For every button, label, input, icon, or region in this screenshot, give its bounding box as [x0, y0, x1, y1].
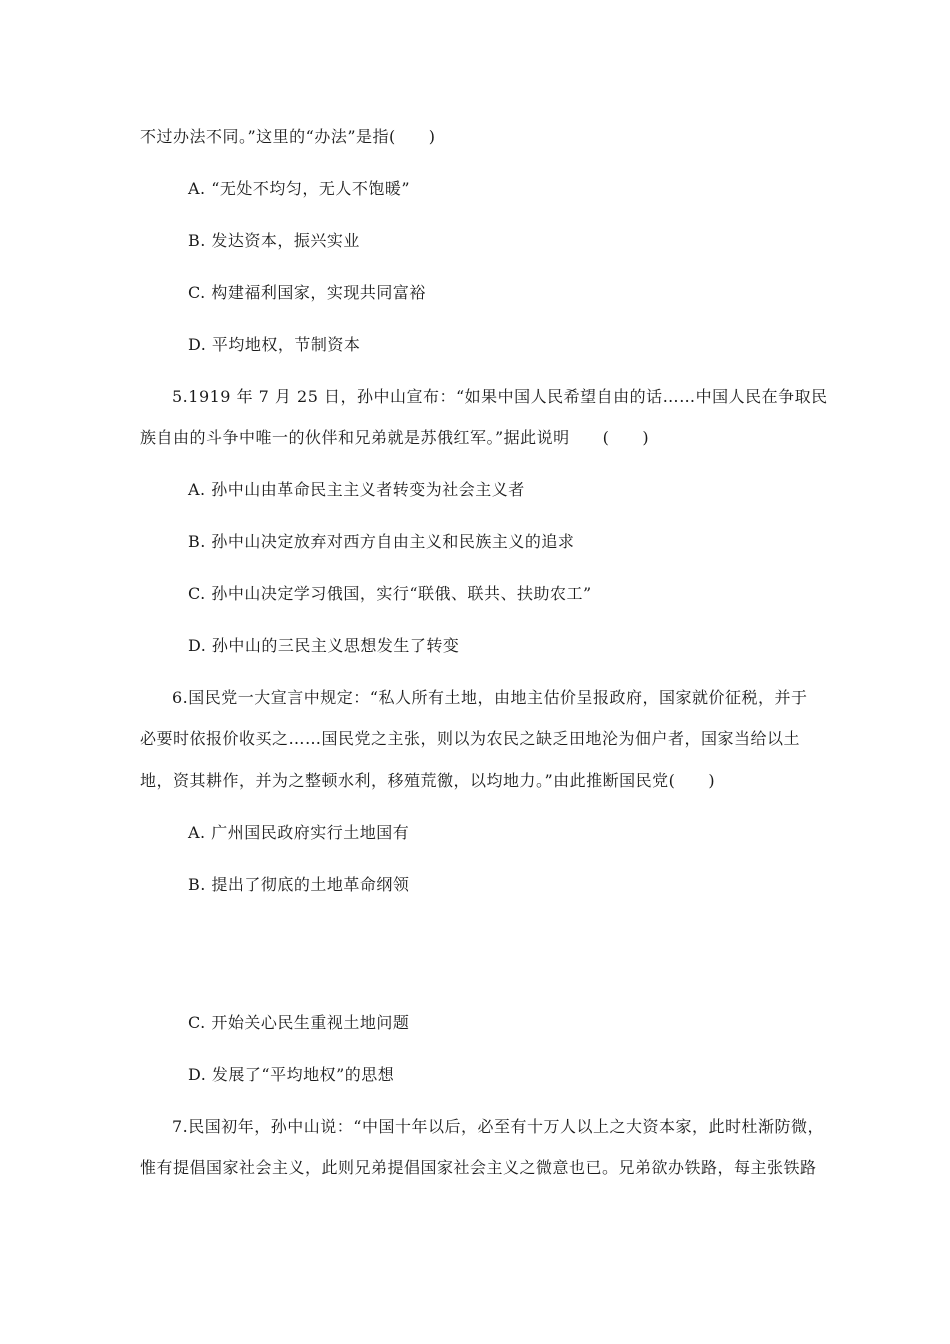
q5-option-d: D. 孙中山的三民主义思想发生了转变 — [188, 636, 460, 655]
q5-stem-line-1: 5.1919 年 7 月 25 日，孙中山宣布：“如果中国人民希望自由的话……中国人民在争取民 — [172, 387, 828, 406]
q6-option-d: D. 发展了“平均地权”的思想 — [188, 1065, 395, 1084]
q4-stem-tail: 不过办法不同。”这里的“办法”是指( ) — [140, 127, 436, 146]
q5-option-a: A. 孙中山由革命民主主义者转变为社会主义者 — [188, 480, 525, 499]
q4-option-b: B. 发达资本，振兴实业 — [188, 231, 360, 250]
q5-stem-line-2: 族自由的斗争中唯一的伙伴和兄弟就是苏俄红军。”据此说明 ( ) — [140, 428, 650, 447]
q7-stem-line-2: 惟有提倡国家社会主义，此则兄弟提倡国家社会主义之微意也已。兄弟欲办铁路，每主张铁路 — [140, 1158, 817, 1177]
q5-option-b: B. 孙中山决定放弃对西方自由主义和民族主义的追求 — [188, 532, 575, 551]
q4-option-d: D. 平均地权，节制资本 — [188, 335, 361, 354]
q7-stem-line-1: 7.民国初年，孙中山说：“中国十年以后，必至有十万人以上之大资本家，此时杜渐防微， — [172, 1117, 824, 1136]
q5-option-c: C. 孙中山决定学习俄国，实行“联俄、联共、扶助农工” — [188, 584, 592, 603]
q6-option-b: B. 提出了彻底的土地革命纲领 — [188, 875, 410, 894]
q6-stem-line-2: 必要时依报价收买之……国民党之主张，则以为农民之缺乏田地沦为佃户者，国家当给以土 — [140, 729, 801, 748]
q4-option-a: A. “无处不均匀，无人不饱暖” — [188, 179, 411, 198]
q6-option-a: A. 广州国民政府实行土地国有 — [188, 823, 410, 842]
q6-stem-line-1: 6.国民党一大宣言中规定：“私人所有土地，由地主估价呈报政府，国家就价征税，并于 — [172, 688, 808, 707]
q4-option-c: C. 构建福利国家，实现共同富裕 — [188, 283, 426, 302]
q6-option-c: C. 开始关心民生重视土地问题 — [188, 1013, 410, 1032]
q6-stem-line-3: 地，资其耕作，并为之整顿水利，移殖荒徼，以均地力。”由此推断国民党( ) — [140, 771, 716, 790]
